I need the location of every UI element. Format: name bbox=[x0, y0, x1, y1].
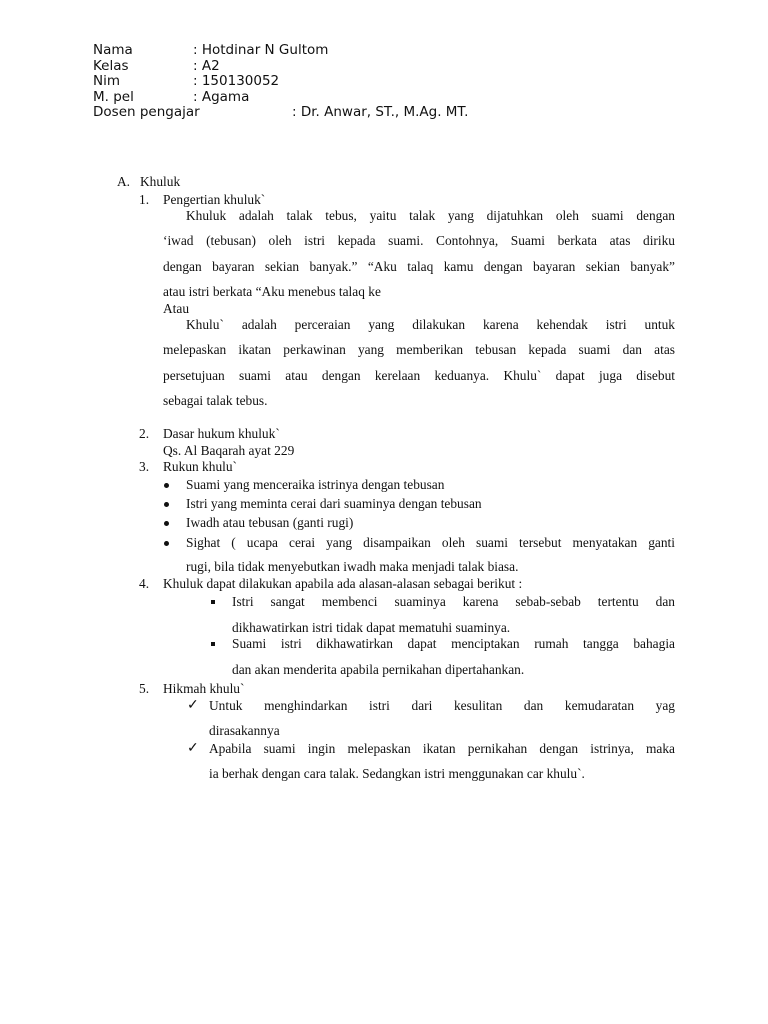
para1-line: ‘iwad (tebusan) oleh istri kepada suami. Contohnya, Suami berkata atas diriku bbox=[163, 233, 675, 248]
square-text-cont: dikhawatirkan istri tidak dapat mematuhi suaminya. bbox=[232, 620, 511, 635]
label-nim: Nim bbox=[93, 73, 120, 89]
item-5-title: Hikmah khulu` bbox=[163, 681, 245, 696]
square-bullet bbox=[211, 642, 215, 646]
label-kelas: Kelas bbox=[93, 58, 129, 74]
para2-line: persetujuan suami atau dengan kerelaan keduanya. Khulu` dapat juga disebut bbox=[163, 368, 675, 383]
item-3-title: Rukun khulu` bbox=[163, 459, 238, 474]
para2-line: Khulu` adalah perceraian yang dilakukan karena kehendak istri untuk bbox=[186, 317, 675, 332]
check-text: Untuk menghindarkan istri dari kesulitan dan kemudaratan yag bbox=[209, 698, 675, 713]
square-text: Suami istri dikhawatirkan dapat menciptakan rumah tangga bahagia bbox=[232, 636, 675, 651]
bullet-text: Iwadh atau tebusan (ganti rugi) bbox=[186, 515, 354, 530]
value-mpel: : Agama bbox=[193, 89, 250, 105]
para2-line: melepaskan ikatan perkawinan yang memberikan tebusan kepada suami dan atas bbox=[163, 342, 675, 357]
checkmark-icon: ✓ bbox=[187, 741, 199, 756]
value-dosen: : Dr. Anwar, ST., M.Ag. MT. bbox=[292, 104, 469, 120]
square-text-cont: dan akan menderita apabila pernikahan dipertahankan. bbox=[232, 662, 525, 677]
bullet-dot bbox=[164, 502, 169, 507]
item-5-number: 5. bbox=[139, 681, 150, 696]
para1-line: atau istri berkata “Aku menebus talaq ke bbox=[163, 284, 381, 299]
bullet-text: Sighat ( ucapa cerai yang disampaikan oleh suami tersebut menyatakan ganti bbox=[186, 535, 675, 550]
square-text: Istri sangat membenci suaminya karena sebab-sebab tertentu dan bbox=[232, 594, 675, 609]
section-marker: A. bbox=[117, 174, 131, 189]
item-1-title: Pengertian khuluk` bbox=[163, 192, 266, 207]
bullet-dot bbox=[164, 483, 169, 488]
check-text: Apabila suami ingin melepaskan ikatan pernikahan dengan istrinya, maka bbox=[209, 741, 675, 756]
value-kelas: : A2 bbox=[193, 58, 220, 74]
bullet-text: Suami yang menceraika istrinya dengan tebusan bbox=[186, 477, 445, 492]
item-4-title: Khuluk dapat dilakukan apabila ada alasan-alasan sebagai berikut : bbox=[163, 576, 523, 591]
item-2-text: Qs. Al Baqarah ayat 229 bbox=[163, 443, 295, 458]
item-3-number: 3. bbox=[139, 459, 150, 474]
label-nama: Nama bbox=[93, 42, 133, 58]
check-text-cont: dirasakannya bbox=[209, 723, 280, 738]
label-dosen: Dosen pengajar bbox=[93, 104, 200, 120]
square-bullet bbox=[211, 600, 215, 604]
atau-text: Atau bbox=[163, 301, 190, 316]
bullet-dot bbox=[164, 541, 169, 546]
para1-line: Khuluk adalah talak tebus, yaitu talak yang dijatuhkan oleh suami dengan bbox=[186, 208, 675, 223]
item-2-number: 2. bbox=[139, 426, 150, 441]
section-title: Khuluk bbox=[140, 174, 181, 189]
bullet-text-cont: rugi, bila tidak menyebutkan iwadh maka menjadi talak biasa. bbox=[186, 559, 519, 574]
para2-line: sebagai talak tebus. bbox=[163, 393, 268, 408]
bullet-dot bbox=[164, 521, 169, 526]
para1-line: dengan bayaran sekian banyak.” “Aku talaq kamu dengan bayaran sekian banyak” bbox=[163, 259, 675, 274]
item-2-title: Dasar hukum khuluk` bbox=[163, 426, 280, 441]
check-text-cont: ia berhak dengan cara talak. Sedangkan istri menggunakan car khulu`. bbox=[209, 766, 585, 781]
item-1-number: 1. bbox=[139, 192, 150, 207]
label-mpel: M. pel bbox=[93, 89, 134, 105]
value-nama: : Hotdinar N Gultom bbox=[193, 42, 329, 58]
value-nim: : 150130052 bbox=[193, 73, 280, 89]
item-4-number: 4. bbox=[139, 576, 150, 591]
checkmark-icon: ✓ bbox=[187, 698, 199, 713]
bullet-text: Istri yang meminta cerai dari suaminya dengan tebusan bbox=[186, 496, 482, 511]
